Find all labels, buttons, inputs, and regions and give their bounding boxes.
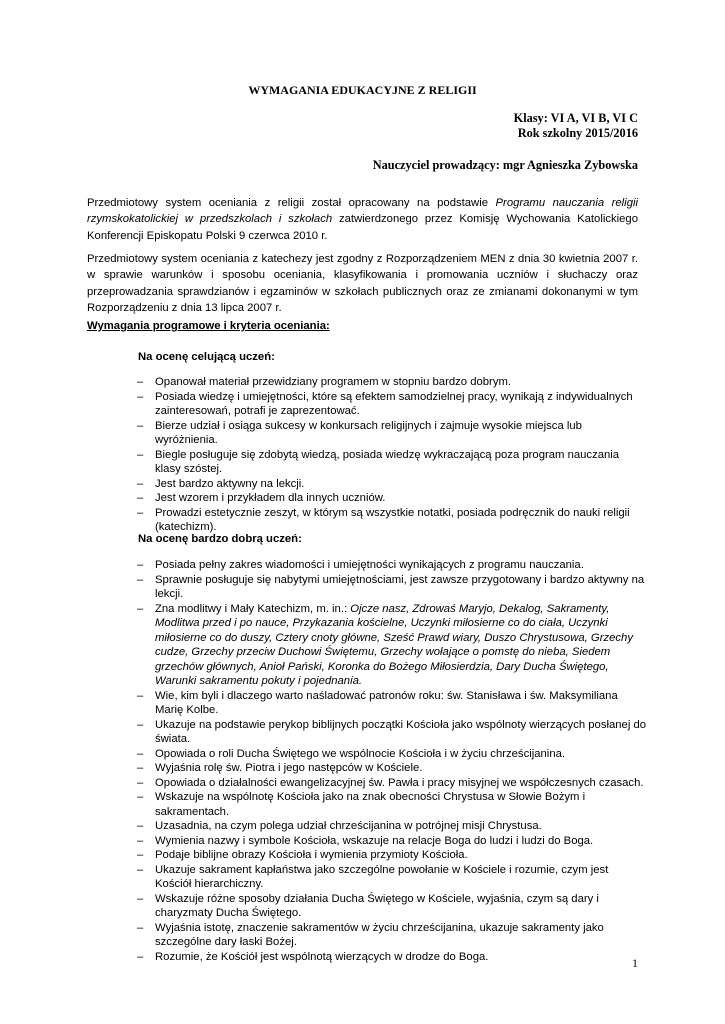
list-item: – Rozumie, że Kościół jest wspólnotą wierzących w drodze do Boga.: [137, 950, 489, 963]
list-item: – Wskazuje różne sposoby działania Ducha Świętego w Kościele, wyjaśnia, czym są dary i charyzmaty Ducha Świętego.: [137, 892, 599, 919]
list-item-prayers: – Zna modlitwy i Mały Katechizm, m. in.: Ojcze nasz, Zdrowaś Maryjo, Dekalog, Sakramenty, Modlitwa przed i po nauce, Przykazania kościelne, Uczynki miłosierne co do ciała, Uczynki miłosierne co do duszy, Cztery cnoty główne, Sześć Prawd wiary, Duszo Chrystusowa, Grzechy cudze, Grzechy przeciw Duchowi Świętemu, Grzechy wołające o pomstę do nieba, Siedem grzechów głównych, Anioł Pański, Koronka do Bożego Miłosierdzia, Dary Ducha Świętego, Warunki sakramentu pokuty i pojednania.: [137, 602, 633, 687]
list-item: – Prowadzi estetycznie zeszyt, w którym są wszystkie notatki, posiada podręcznik do nauki religii (katechizm).: [137, 506, 630, 533]
intro-paragraph-2: Przedmiotowy system oceniania z katechezy jest zgodny z Rozporządzeniem MEN z dnia 30 kwietnia 2007 r. w sprawie warunków i sposobu oceniania, klasyfikowania i promowania uczniów i słuchaczy oraz przeprowadzania sprawdzianów i egzaminów w szkołach publicznych oraz ze zmianami dokonanymi w tym Rozporządzeniu z dnia 13 lipca 2007 r.: [87, 253, 638, 315]
list-item: – Uzasadnia, na czym polega udział chrześcijanina w potrójnej misji Chrystusa.: [137, 820, 542, 832]
list-item: – Opowiada o roli Ducha Świętego we wspólnocie Kościoła i w życiu chrześcijanina.: [137, 747, 566, 760]
prayers-list: Ojcze nasz, Zdrowaś Maryjo, Dekalog, Sakramenty, Modlitwa przed i po nauce, Przykazania kościelne, Uczynki miłosierne co do ciała, Uczynki miłosierne co do duszy, Cztery cnoty główne, Sześć Prawd wiary, Duszo Chrystusowa, Grzechy cudze, Grzechy przeciw Duchowi Świętemu, Grzechy wołające o pomstę do nieba, Siedem grzechów głównych, Anioł Pański, Koronka do Bożego Miłosierdzia, Dary Ducha Świętego, Warunki sakramentu pokuty i pojednania.: [155, 602, 633, 687]
grade-celujaca-heading: Na ocenę celującą uczeń:: [138, 351, 275, 363]
list-item: – Opowiada o działalności ewangelizacyjnej św. Pawła i pracy misyjnej we współczesnych czasach.: [137, 776, 644, 789]
class-info: [514, 111, 638, 141]
program-title: Programu nauczania religii rzymskokatolickiej w przedszkolach i szkołach: [87, 197, 638, 226]
school-year-line: Rok szkolny 2015/2016: [517, 126, 638, 140]
list-item: – Jest bardzo aktywny na lekcji.: [137, 477, 305, 490]
page-number: 1: [632, 956, 638, 970]
list-item: – Jest wzorem i przykładem dla innych uczniów.: [137, 492, 386, 504]
grade-bardzo-dobra-heading: Na ocenę bardzo dobrą uczeń:: [138, 533, 302, 545]
list-item: – Opanował materiał przewidziany programem w stopniu bardzo dobrym.: [137, 376, 512, 388]
list-item: – Wie, kim byli i dlaczego warto naśladować patronów roku: św. Stanisława i św. Maksymiliana Marię Kolbe.: [137, 689, 618, 716]
teacher-line: Nauczyciel prowadzący: mgr Agnieszka Zybowska: [372, 158, 638, 172]
list-item: – Wskazuje na wspólnotę Kościoła jako na znak obecności Chrystusa w Słowie Bożym i sakramentach.: [137, 791, 586, 818]
list-item: – Biegle posługuje się zdobytą wiedzą, posiada wiedzę wykraczającą poza program nauczania klasy szóstej.: [137, 448, 620, 475]
intro-paragraph-1: [87, 195, 638, 244]
intro1-text-end: zatwierdzonego przez Komisję Wychowania Katolickiego Konferencji Episkopatu Polski 9 czerwca 2010 r.: [87, 213, 638, 242]
list-item: – Ukazuje na podstawie perykop biblijnych początki Kościoła jako wspólnoty wierzących posłanej do świata.: [137, 718, 647, 745]
grade-celujaca-list: [137, 375, 647, 535]
list-item: – Bierze udział i osiąga sukcesy w konkursach religijnych i zajmuje wysokie miejsca lub wyróżnienia.: [137, 419, 582, 446]
grade-bardzo-dobra-list: [137, 558, 647, 964]
list-item: – Wymienia nazwy i symbole Kościoła, wskazuje na relacje Boga do ludzi i ludzi do Boga.: [137, 834, 594, 847]
list-item: – Podaje biblijne obrazy Kościoła i wymienia przymioty Kościoła.: [137, 849, 468, 861]
classes-line: Klasy: VI A, VI B, VI C: [513, 111, 638, 125]
list-item: – Wyjaśnia rolę św. Piotra i jego następców w Kościele.: [137, 762, 423, 774]
document-title: WYMAGANIA EDUKACYJNE Z RELIGII: [248, 83, 477, 97]
list-item: – Sprawnie posługuje się nabytymi umiejętnościami, jest zawsze przygotowany i bardzo aktywny na lekcji.: [137, 573, 645, 600]
list-item: – Posiada pełny zakres wiadomości i umiejętności wynikających z programu nauczania.: [137, 559, 584, 571]
list-item: – Ukazuje sakrament kapłaństwa jako szczególne powołanie w Kościele i rozumie, czym jest Kościół hierarchiczny.: [137, 863, 609, 890]
intro1-text: Przedmiotowy system oceniania z religii został opracowany na podstawie: [87, 197, 496, 209]
list-item: – Wyjaśnia istotę, znaczenie sakramentów w życiu chrześcijanina, ukazuje sakramenty jako szczególne dary łaski Bożej.: [137, 921, 604, 948]
section-heading: Wymagania programowe i kryteria oceniania:: [87, 320, 330, 332]
list-item: – Posiada wiedzę i umiejętności, które są efektem samodzielnej pracy, wynikają z indywidualnych zainteresowań, potrafi je zaprezentować.: [137, 390, 633, 417]
